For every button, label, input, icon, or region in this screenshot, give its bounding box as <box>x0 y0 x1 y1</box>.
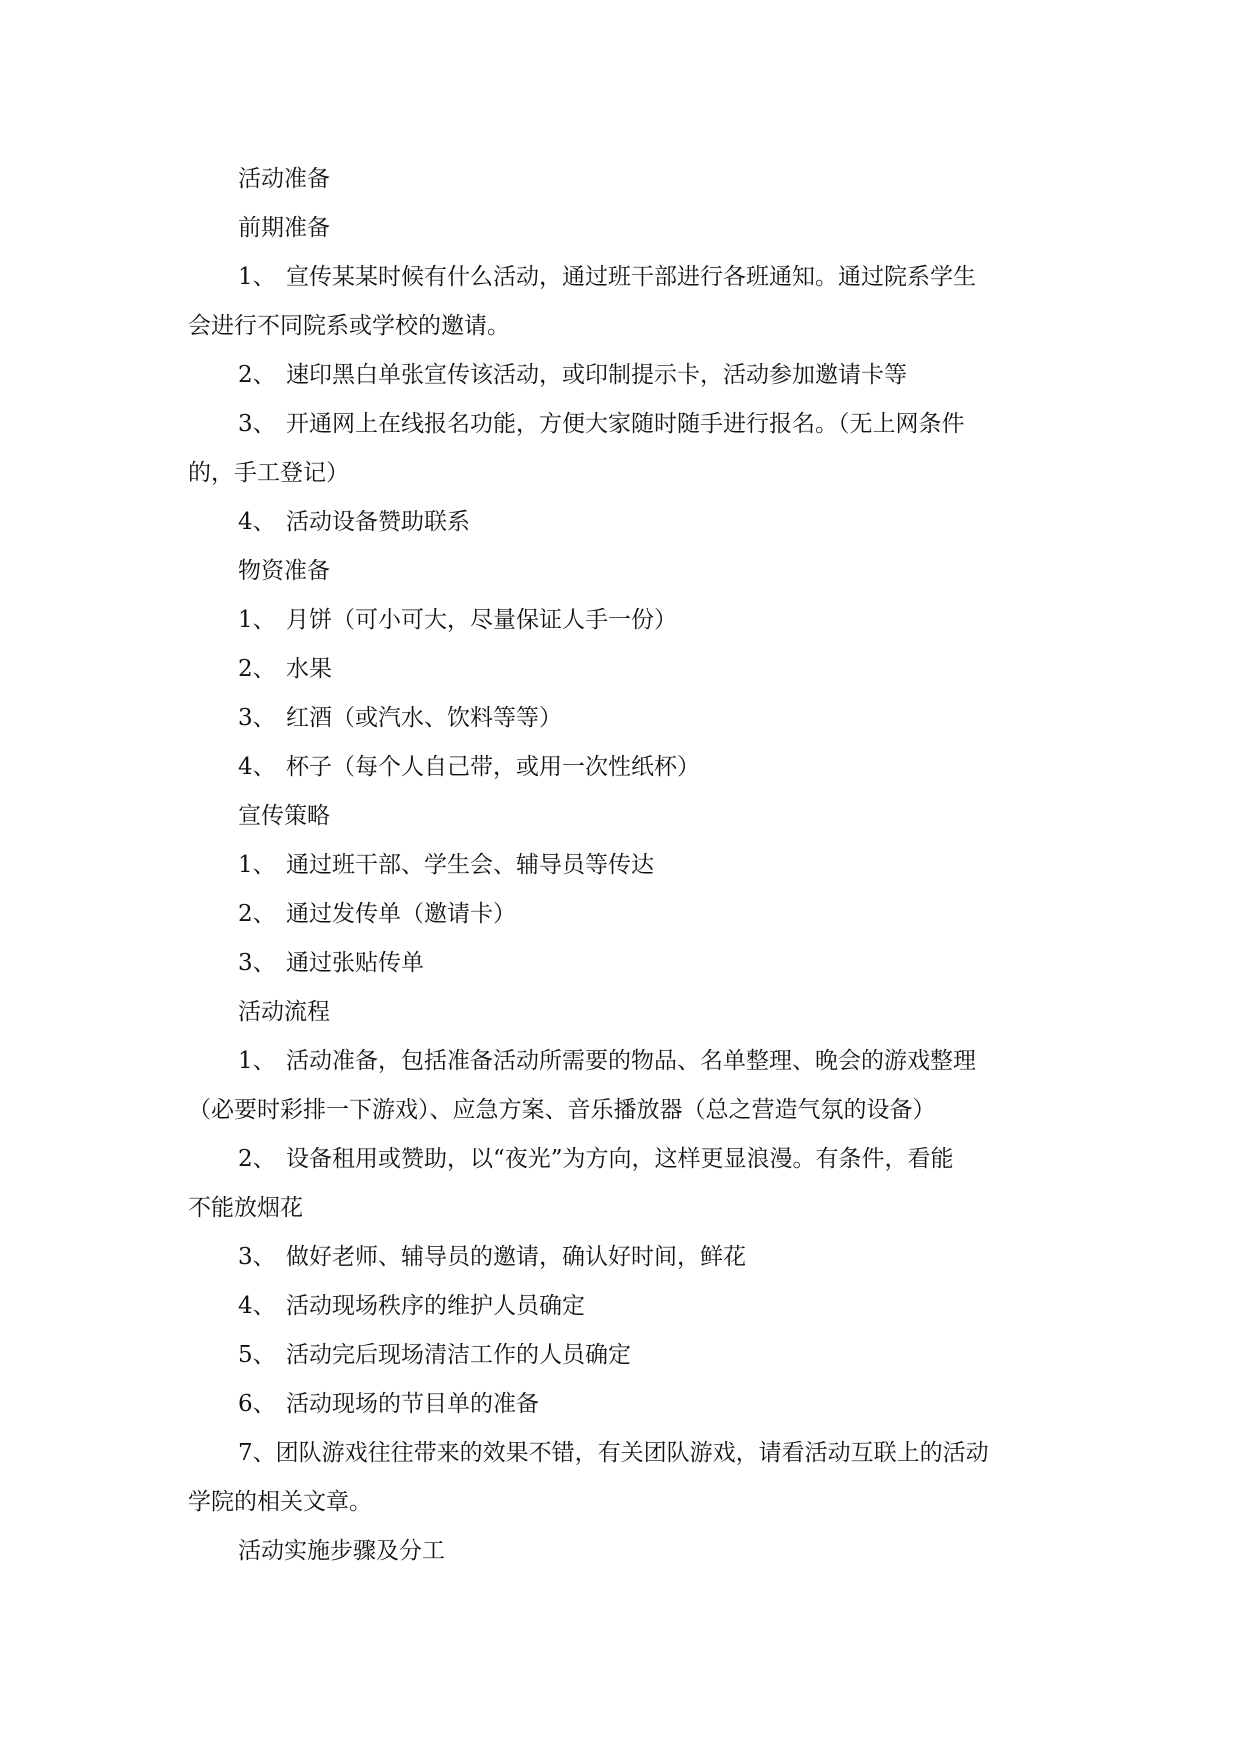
line-text: 宣传某某时候有什么活动，通过班干部进行各班通知。通过院系学生 <box>286 264 976 290</box>
line-text: 活动流程 <box>238 999 330 1025</box>
line-text: 活动设备赞助联系 <box>286 509 470 535</box>
line-text: 开通网上在线报名功能，方便大家随时随手进行报名。（无上网条件 <box>286 411 965 437</box>
text-line <box>188 498 1048 547</box>
text-line <box>188 1282 1048 1331</box>
line-text: 做好老师、辅导员的邀请，确认好时间，鲜花 <box>286 1244 746 1270</box>
list-number: 5、 <box>238 1342 276 1368</box>
line-text: 活动现场秩序的维护人员确定 <box>286 1293 585 1319</box>
list-number: 2、 <box>238 901 276 927</box>
line-text: 通过发传单（邀请卡） <box>286 901 516 927</box>
line-text: 通过班干部、学生会、辅导员等传达 <box>286 852 654 878</box>
text-line <box>188 1135 1048 1184</box>
list-number: 3、 <box>238 950 276 976</box>
text-line <box>188 939 1048 988</box>
list-number: 4、 <box>238 754 276 780</box>
line-text: 不能放烟花 <box>188 1195 303 1221</box>
text-line <box>188 351 1048 400</box>
text-line <box>188 596 1048 645</box>
list-number: 4、 <box>238 1293 276 1319</box>
list-number: 4、 <box>238 509 276 535</box>
list-number: 1、 <box>238 264 276 290</box>
line-text: 7、团队游戏往往带来的效果不错，有关团队游戏，请看活动互联上的活动 <box>238 1440 989 1466</box>
list-number: 2、 <box>238 362 276 388</box>
line-text: 活动完后现场清洁工作的人员确定 <box>286 1342 631 1368</box>
list-number: 1、 <box>238 852 276 878</box>
line-text: 设备租用或赞助，以“夜光”为方向，这样更显浪漫。有条件，看能 <box>286 1146 954 1172</box>
line-text: （必要时彩排一下游戏）、应急方案、音乐播放器（总之营造气氛的设备） <box>188 1097 936 1123</box>
line-text: 月饼（可小可大，尽量保证人手一份） <box>286 607 677 633</box>
line-text: 会进行不同院系或学校的邀请。 <box>188 313 510 339</box>
list-number: 1、 <box>238 607 276 633</box>
line-text: 物资准备 <box>238 558 330 584</box>
list-number: 1、 <box>238 1048 276 1074</box>
line-text: 活动实施步骤及分工 <box>238 1538 445 1564</box>
line-text: 前期准备 <box>238 215 330 241</box>
list-number: 2、 <box>238 1146 276 1172</box>
line-text: 学院的相关文章。 <box>188 1489 372 1515</box>
list-number: 3、 <box>238 411 276 437</box>
text-line <box>188 1429 1048 1478</box>
line-text: 通过张贴传单 <box>286 950 424 976</box>
text-line <box>188 1037 1048 1086</box>
line-text: 宣传策略 <box>238 803 330 829</box>
list-number: 6、 <box>238 1391 276 1417</box>
line-text: 水果 <box>286 656 332 682</box>
text-line <box>188 792 1048 841</box>
text-line <box>188 400 1048 449</box>
text-line <box>188 988 1048 1037</box>
text-line <box>188 1527 1048 1576</box>
line-text: 杯子（每个人自己带，或用一次性纸杯） <box>286 754 700 780</box>
text-line <box>188 1233 1048 1282</box>
text-line <box>188 1380 1048 1429</box>
text-line <box>188 449 1048 498</box>
text-line <box>188 1184 1048 1233</box>
line-text: 活动现场的节目单的准备 <box>286 1391 539 1417</box>
document-body <box>188 155 1048 1576</box>
list-number: 2、 <box>238 656 276 682</box>
text-line <box>188 1086 1048 1135</box>
text-line <box>188 890 1048 939</box>
text-line <box>188 1478 1048 1527</box>
text-line <box>188 841 1048 890</box>
line-text: 的，手工登记） <box>188 460 349 486</box>
text-line <box>188 155 1048 204</box>
text-line <box>188 253 1048 302</box>
text-line <box>188 1331 1048 1380</box>
line-text: 活动准备，包括准备活动所需要的物品、名单整理、晚会的游戏整理 <box>286 1048 976 1074</box>
line-text: 速印黑白单张宣传该活动，或印制提示卡，活动参加邀请卡等 <box>286 362 907 388</box>
list-number: 3、 <box>238 1244 276 1270</box>
line-text: 红酒（或汽水、饮料等等） <box>286 705 562 731</box>
text-line <box>188 547 1048 596</box>
text-line <box>188 694 1048 743</box>
text-line <box>188 645 1048 694</box>
text-line <box>188 743 1048 792</box>
text-line <box>188 302 1048 351</box>
line-text: 活动准备 <box>238 166 330 192</box>
list-number: 3、 <box>238 705 276 731</box>
text-line <box>188 204 1048 253</box>
